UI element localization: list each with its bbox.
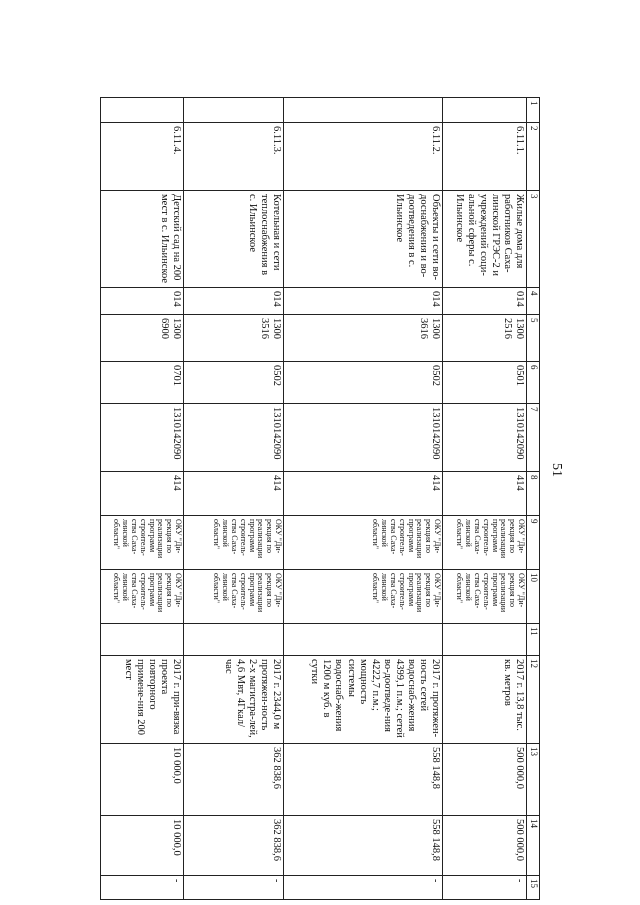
subsection-code: 0502 [184,362,284,404]
developer: ОКУ "Ди-рекция по реализации программ строитель-ства Саха-линской области" [443,570,527,624]
amount-2017: 362 838,6 [184,816,284,876]
budget-table [100,97,540,900]
row-id: 6.11.2. [284,123,443,191]
target-article: 1310142090 [184,404,284,472]
subsection-code: 0701 [101,362,184,404]
capacity: 2017 г. протяжен-ность сетей водоснаб-жения 4399,1 п.м.; сетей во-доотведе-ния 4222,7 п.м.; мощность системы водоснаб-жения 1200 м куб. в сутки [284,656,443,744]
target-article: 1310142090 [284,404,443,472]
header-cell: 11 [527,624,540,656]
target-article: 1310142090 [101,404,184,472]
amount-total: 10 000,0 [101,744,184,816]
table-row [101,98,184,900]
empty-cell [443,624,527,656]
customer: ОКУ "Ди-рекция по реализации программ строитель-ства Саха-линской области" [101,516,184,570]
header-cell: 7 [527,404,540,472]
row-id: 6.11.1. [443,123,527,191]
header-cell: 14 [527,816,540,876]
capacity: 2017 г. 2344,0 м протяжен-ность 2-х магистра-лей, 4,6 Мвт, 4Гкал/час [184,656,284,744]
page-number: 51 [549,463,564,477]
ministry-code: 014 [184,288,284,315]
customer: ОКУ "Ди-рекция по реализации программ строитель-ства Саха-линской области" [443,516,527,570]
object-name: Жилые дома для работников Саха-линской ГРЭС-2 и учреждений соци-альной сферы с. Ильинское [443,191,527,288]
dash-cell: - [284,876,443,900]
customer: ОКУ "Ди-рекция по реализации программ строитель-ства Саха-линской области" [184,516,284,570]
dash-cell: - [443,876,527,900]
subsection-code: 0502 [284,362,443,404]
header-cell: 13 [527,744,540,816]
subsection-code: 0501 [443,362,527,404]
expense-type: 414 [284,472,443,516]
section-code: 1300 2516 [443,315,527,362]
header-cell: 1 [527,98,540,123]
ministry-code: 014 [284,288,443,315]
header-cell: 10 [527,570,540,624]
empty-cell [284,624,443,656]
header-cell: 12 [527,656,540,744]
section-code: 1300 3516 [184,315,284,362]
expense-type: 414 [184,472,284,516]
capacity: 2017 г. при-вязка проекта повторного примене-ния 200 мест [101,656,184,744]
header-cell: 8 [527,472,540,516]
header-cell: 9 [527,516,540,570]
header-row [527,98,540,900]
object-name: Детский сад на 200 мест в с. Ильинское [101,191,184,288]
header-cell: 5 [527,315,540,362]
developer: ОКУ "Ди-рекция по реализации программ строитель-ства Саха-линской области" [184,570,284,624]
target-article: 1310142090 [443,404,527,472]
amount-total: 558 148,8 [284,744,443,816]
amount-2017: 10 000,0 [101,816,184,876]
row-blank-cell [184,98,284,123]
row-id: 6.11.3. [184,123,284,191]
header-cell: 4 [527,288,540,315]
row-id: 6.11.4. [101,123,184,191]
section-code: 1300 6900 [101,315,184,362]
developer: ОКУ "Ди-рекция по реализации программ строитель-ства Саха-линской области" [284,570,443,624]
table-row [284,98,443,900]
capacity: 2017 г. 13,8 тыс. кв. метров [443,656,527,744]
developer: ОКУ "Ди-рекция по реализации программ строитель-ства Саха-линской области" [101,570,184,624]
row-blank-cell [284,98,443,123]
section-code: 1300 3616 [284,315,443,362]
object-name: Объекты и сети во-доснабжения и во-доотведения в с. Ильинское [284,191,443,288]
empty-cell [184,624,284,656]
row-blank-cell [443,98,527,123]
expense-type: 414 [443,472,527,516]
empty-cell [101,624,184,656]
table-row [443,98,527,900]
dash-cell: - [184,876,284,900]
amount-2017: 500 000,0 [443,816,527,876]
header-cell: 15 [527,876,540,900]
ministry-code: 014 [443,288,527,315]
customer: ОКУ "Ди-рекция по реализации программ строитель-ства Саха-линской области" [284,516,443,570]
object-name: Котельная и сети теплоснабжения в с. Ильинское [184,191,284,288]
expense-type: 414 [101,472,184,516]
row-blank-cell [101,98,184,123]
dash-cell: - [101,876,184,900]
header-cell: 2 [527,123,540,191]
amount-2017: 558 148,8 [284,816,443,876]
header-cell: 6 [527,362,540,404]
budget-table-sheet [100,97,540,899]
header-cell: 3 [527,191,540,288]
amount-total: 500 000,0 [443,744,527,816]
table-row [184,98,284,900]
ministry-code: 014 [101,288,184,315]
amount-total: 362 838,6 [184,744,284,816]
